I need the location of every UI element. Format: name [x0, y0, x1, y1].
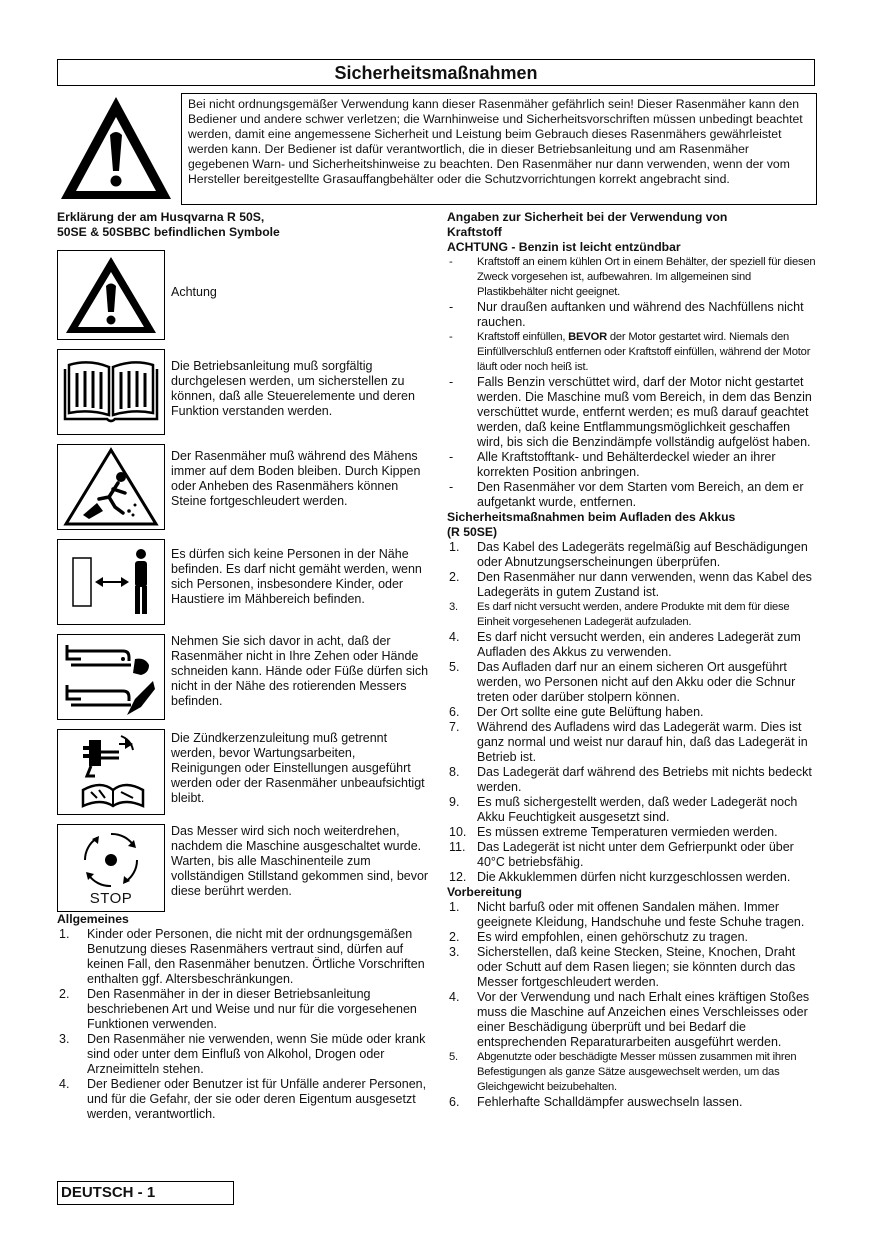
warning-triangle-icon — [57, 250, 165, 340]
list-item — [447, 870, 817, 885]
list-marker: 3. — [449, 945, 460, 959]
preparation-heading: Vorbereitung — [447, 885, 522, 899]
symbol-text: Es dürfen sich keine Personen in der Nähe befinden. Es darf nicht gemäht werden, wenn sich Personen, insbesondere Kinder, oder Haustiere im Mähbereich befinden. — [171, 547, 422, 606]
page-title: Sicherheitsmaßnahmen — [57, 59, 815, 86]
list-item — [447, 765, 817, 795]
symbol-text: Die Zündkerzenzuleitung muß getrennt werden, bevor Wartungsarbeiten, Reinigungen oder Einstellungen ausgeführt werden oder der Rasenmäher unbeaufsichtigt bleibt. — [171, 731, 425, 805]
list-item-text: Nur draußen auftanken und während des Nachfüllens nicht rauchen. — [477, 300, 804, 329]
battery-heading-line1: Sicherheitsmaßnahmen beim Aufladen des Akkus — [447, 510, 736, 524]
battery-heading — [447, 510, 817, 540]
list-item — [447, 450, 817, 480]
stop-label: STOP — [89, 889, 133, 907]
list-item-text: Alle Kraftstofftank- und Behälterdeckel wieder an ihrer korrekten Position anbringen. — [477, 450, 776, 479]
list-marker: 2. — [449, 930, 460, 944]
general-list — [57, 927, 432, 1122]
list-item — [447, 1050, 817, 1095]
symbols-heading-line1: Erklärung der am Husqvarna R 50S, — [57, 210, 265, 224]
list-item — [447, 840, 817, 870]
fuel-list — [447, 255, 817, 510]
list-item — [447, 900, 817, 930]
list-marker: 4. — [449, 990, 460, 1004]
list-item — [57, 987, 432, 1032]
list-marker: 7. — [449, 720, 460, 734]
list-item-text: Das Ladegerät ist nicht unter dem Gefrierpunkt oder über 40°C betriebsfähig. — [477, 840, 794, 869]
list-item-text: Den Rasenmäher nie verwenden, wenn Sie müde oder krank sind oder unter dem Einfluß von Alkohol, Drogen oder Arzneimitteln stehen. — [87, 1032, 426, 1076]
list-item-text: Es müssen extreme Temperaturen vermieden werden. — [477, 825, 778, 839]
list-item — [57, 1032, 432, 1077]
list-item-text: Der Bediener oder Benutzer ist für Unfälle anderer Personen, und für die Gefahr, der sie oder deren Eigentum ausgesetzt werden, verantwortlich. — [87, 1077, 427, 1121]
list-item — [447, 600, 817, 630]
list-item-text: Fehlerhafte Schalldämpfer auswechseln lassen. — [477, 1095, 743, 1109]
list-item-text: Abgenutzte oder beschädigte Messer müssen zusammen mit ihren Befestigungen als ganze Sätze ausgewechselt werden, um das Gleichgewicht beizubehalten. — [477, 1051, 797, 1093]
list-item-text: Falls Benzin verschüttet wird, darf der Motor nicht gestartet werden. Die Maschine muß vom Bereich, in dem das Benzin verschüttet wurde, entfernt werden; es muß darauf geachtet werden, daß keine Entflammungsmöglichkeit geschaffen wird, bis sich die Benzindämpfe vollständig aufgelöst haben. — [477, 375, 812, 449]
symbol-row — [57, 250, 432, 340]
list-item-text: Es wird empfohlen, einen gehörschutz zu tragen. — [477, 930, 748, 944]
list-marker: - — [449, 256, 453, 268]
list-item-text: Den Rasenmäher vor dem Starten vom Bereich, an dem er aufgetankt wurde, entfernen. — [477, 480, 804, 509]
list-item-text: Es muß sichergestellt werden, daß weder Ladegerät noch Akku Feuchtigkeit ausgesetzt sind. — [477, 795, 798, 824]
list-marker: 2. — [59, 987, 70, 1001]
list-marker: 12. — [449, 870, 467, 884]
keep-distance-icon — [57, 539, 165, 625]
list-item — [447, 990, 817, 1050]
list-item-text: Sicherstellen, daß keine Stecken, Steine, Knochen, Draht oder Schutt auf dem Rasen liegen; sie könnten durch das Messer fortgeschleudert werden. — [477, 945, 796, 989]
list-item — [447, 330, 817, 375]
fuel-subheading: ACHTUNG - Benzin ist leicht entzündbar — [447, 240, 681, 254]
list-item — [447, 945, 817, 990]
list-marker: 8. — [449, 765, 460, 779]
list-item-text: Die Akkuklemmen dürfen nicht kurzgeschlossen werden. — [477, 870, 791, 884]
list-item — [447, 255, 817, 300]
symbol-row — [57, 634, 432, 720]
list-item-text: Vor der Verwendung und nach Erhalt eines kräftigen Stoßes muss die Maschine auf Anzeichen eines Verschleisses oder einer Beschädigung überprüft und bei Bedarf die entsprechenden Reparaturarbeiten ausgeführt werden. — [477, 990, 810, 1049]
symbol-text: Das Messer wird sich noch weiterdrehen, nachdem die Maschine ausgeschaltet wurde. Warten, bis alle Maschinenteile zum vollständigen Stillstand gekommen sind, bevor diese berührt werden. — [171, 824, 429, 898]
list-marker: 5. — [449, 1051, 458, 1063]
list-item-text: Den Rasenmäher nur dann verwenden, wenn das Kabel des Ladegeräts in gutem Zustand ist. — [477, 570, 812, 599]
list-item-text: Während des Aufladens wird das Ladegerät warm. Dies ist ganz normal und weist nur darauf hin, daß das Ladegerät in Betrieb ist. — [477, 720, 808, 764]
list-marker: 1. — [449, 900, 460, 914]
symbol-row — [57, 824, 432, 912]
list-marker: 5. — [449, 660, 460, 674]
list-marker: 9. — [449, 795, 460, 809]
list-item — [447, 1095, 817, 1110]
list-item-text: Das Ladegerät darf während des Betriebs mit nichts bedeckt werden. — [477, 765, 812, 794]
page-footer: DEUTSCH - 1 — [57, 1181, 234, 1205]
list-item-text: Den Rasenmäher in der in dieser Betriebsanleitung beschriebenen Art und Weise und nur für die vorgesehenen Funktionen verwenden. — [87, 987, 417, 1031]
list-item — [447, 630, 817, 660]
list-item — [447, 720, 817, 765]
list-item — [447, 660, 817, 705]
list-marker: 1. — [449, 540, 460, 554]
list-item — [447, 705, 817, 720]
symbol-row — [57, 539, 432, 625]
cutting-hazard-icon — [57, 634, 165, 720]
list-item-text: Nicht barfuß oder mit offenen Sandalen mähen. Immer geeignete Kleidung, Handschuhe und feste Schuhe tragen. — [477, 900, 805, 929]
list-marker: 11. — [449, 840, 466, 854]
symbols-heading-line2: 50SE & 50SBBC befindlichen Symbole — [57, 225, 280, 239]
fuel-heading — [447, 210, 817, 255]
spark-plug-icon — [57, 729, 165, 815]
list-item-text: Der Ort sollte eine gute Belüftung haben. — [477, 705, 704, 719]
fuel-heading-line1: Angaben zur Sicherheit bei der Verwendung von — [447, 210, 728, 224]
list-marker: 3. — [449, 601, 458, 613]
list-item — [447, 375, 817, 450]
symbol-row — [57, 444, 432, 530]
list-item-text: Es darf nicht versucht werden, ein anderes Ladegerät zum Aufladen des Akkus zu verwenden. — [477, 630, 801, 659]
symbol-row — [57, 349, 432, 435]
list-item — [447, 480, 817, 510]
blade-stop-icon — [57, 824, 165, 912]
symbol-row — [57, 729, 432, 815]
preparation-list — [447, 900, 817, 1110]
list-item-text: Kraftstoff einfüllen, — [477, 331, 569, 343]
list-marker: - — [449, 375, 454, 389]
symbol-text: Die Betriebsanleitung muß sorgfältig durchgelesen werden, um sicherstellen zu können, daß alle Steuerelemente und deren Funktion verstanden werden. — [171, 359, 415, 418]
list-marker: 6. — [449, 1095, 460, 1109]
list-marker: 4. — [449, 630, 460, 644]
list-marker: - — [449, 480, 454, 494]
symbol-text: Achtung — [171, 285, 217, 299]
list-marker: 10. — [449, 825, 467, 839]
list-marker: - — [449, 450, 454, 464]
list-item-text: Kinder oder Personen, die nicht mit der ordnungsgemäßen Benutzung dieses Rasenmähers vertraut sind, dürfen auf keinen Fall, den Rasenmäher benutzen. Örtliche Vorschriften enthalten ggf. Altersbeschränkungen. — [87, 927, 425, 986]
right-column — [447, 210, 817, 1110]
list-marker: 6. — [449, 705, 460, 719]
general-heading: Allgemeines — [57, 912, 129, 926]
list-item-text: der Motor gestartet wird. Niemals den Einfüllverschluß entfernen oder Kraftstoff einfüllen, während der Motor läuft oder noch heiß ist. — [477, 331, 811, 373]
list-marker: 2. — [449, 570, 460, 584]
list-item — [447, 570, 817, 600]
tipping-hazard-icon — [57, 444, 165, 530]
warning-triangle-icon — [57, 93, 175, 203]
list-item — [57, 1077, 432, 1122]
symbols-heading — [57, 210, 432, 240]
emphasis: BEVOR — [568, 331, 607, 343]
list-item-text: Das Aufladen darf nur an einem sicheren Ort ausgeführt werden, wo Personen nicht auf den Akku oder die Schnur treten oder darüber stolpern können. — [477, 660, 796, 704]
intro-warning-text: Bei nicht ordnungsgemäßer Verwendung kann dieser Rasenmäher gefährlich sein! Dieser Rasenmäher kann den Bediener und andere schwer verletzen; die Warnhinweise und Sicherheitsvorschriften müssen unbedingt beachtet werden, damit eine angemessene Sicherheit und Leistung beim Gebrauch dieses Rasenmähers gewährleistet werden kann. Der Bediener ist dafür verantwortlich, die in dieser Betriebsanleitung und am Rasenmäher gegebenen Warn- und Sicherheitshinweise zu beachten. Den Rasenmäher nur dann verwenden, wenn der vom Hersteller bereitgestellte Grasauffangbehälter oder die Schutzvorrichtungen korrekt angebracht sind. — [181, 93, 817, 205]
list-item-text: Kraftstoff an einem kühlen Ort in einem Behälter, der speziell für diesen Zweck vorgesehen ist, aufbewahren. Im allgemeinen sind Plastikbehälter nicht geeignet. — [477, 256, 816, 298]
list-item — [447, 300, 817, 330]
manual-book-icon — [57, 349, 165, 435]
battery-heading-line2: (R 50SE) — [447, 525, 498, 539]
list-marker: - — [449, 331, 453, 343]
symbol-text: Der Rasenmäher muß während des Mähens immer auf dem Boden bleiben. Durch Kippen oder Anheben des Rasenmähers können Steine fortgeschleudert werden. — [171, 449, 421, 508]
list-marker: 4. — [59, 1077, 70, 1091]
list-marker: 1. — [59, 927, 70, 941]
list-marker: - — [449, 300, 454, 314]
fuel-heading-line2: Kraftstoff — [447, 225, 502, 239]
list-marker: 3. — [59, 1032, 70, 1046]
list-item-text: Das Kabel des Ladegeräts regelmäßig auf Beschädigungen oder Abnutzungserscheinungen überprüfen. — [477, 540, 808, 569]
left-column — [57, 210, 432, 1122]
list-item — [447, 795, 817, 825]
list-item — [447, 540, 817, 570]
list-item-text: Es darf nicht versucht werden, andere Produkte mit dem für diese Einheit vorgesehenen Ladegerät aufzuladen. — [477, 601, 790, 628]
list-item — [447, 930, 817, 945]
battery-list — [447, 540, 817, 885]
list-item — [447, 825, 817, 840]
list-item — [57, 927, 432, 987]
symbol-text: Nehmen Sie sich davor in acht, daß der Rasenmäher nicht in Ihre Zehen oder Hände schneiden kann. Hände oder Füße dürfen sich nicht in der Nähe des rotierenden Messers befinden. — [171, 634, 429, 708]
